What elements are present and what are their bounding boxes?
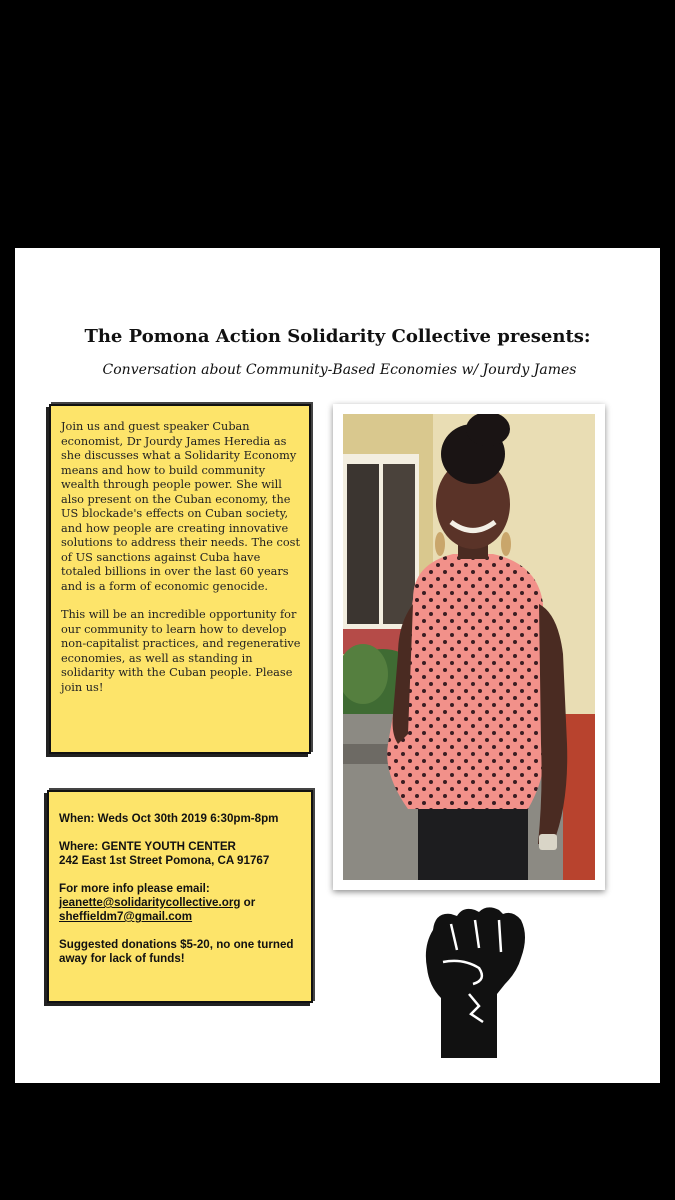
flyer bbox=[15, 248, 660, 1083]
page-title: The Pomona Action Solidarity Collective presents: bbox=[84, 326, 591, 347]
contact-info bbox=[59, 882, 303, 924]
email-link-1[interactable]: jeanette@solidaritycollective.org bbox=[59, 896, 241, 909]
event-address: 242 East 1st Street Pomona, CA 91767 bbox=[59, 854, 270, 867]
speaker-photo-illustration bbox=[343, 414, 595, 880]
event-details-box bbox=[47, 790, 313, 1003]
page-subtitle: Conversation about Community-Based Economies w/ Jourdy James bbox=[102, 362, 577, 378]
event-venue: Where: GENTE YOUTH CENTER bbox=[59, 840, 236, 853]
donation-note: Suggested donations $5-20, no one turned away for lack of funds! bbox=[59, 938, 294, 965]
description-box bbox=[49, 404, 311, 754]
contact-label: For more info please email: bbox=[59, 882, 210, 895]
email-link-2[interactable]: sheffieldm7@gmail.com bbox=[59, 910, 193, 923]
raised-fist-icon bbox=[413, 902, 539, 1060]
event-when: When: Weds Oct 30th 2019 6:30pm-8pm bbox=[59, 812, 279, 825]
speaker-photo bbox=[333, 404, 605, 890]
event-where bbox=[59, 840, 303, 868]
description-paragraph-1: Join us and guest speaker Cuban economist, Dr Jourdy James Heredia as she discusses what a Solidarity Economy means and how to build community wealth through people power. She will also present on the Cuban economy, the US blockade's effects on Cuban society, and how people are creating innovative solutions to address their needs. The cost of US sanctions against Cuba have totaled billions in over the last 60 years and is a form of economic genocide. bbox=[61, 420, 301, 593]
description-paragraph-2: This will be an incredible opportunity for our community to learn how to develop non-capitalist practices, and regenerative economies, as well as standing in solidarity with the Cuban people. Please join us! bbox=[61, 608, 301, 694]
or-text: or bbox=[240, 896, 256, 909]
